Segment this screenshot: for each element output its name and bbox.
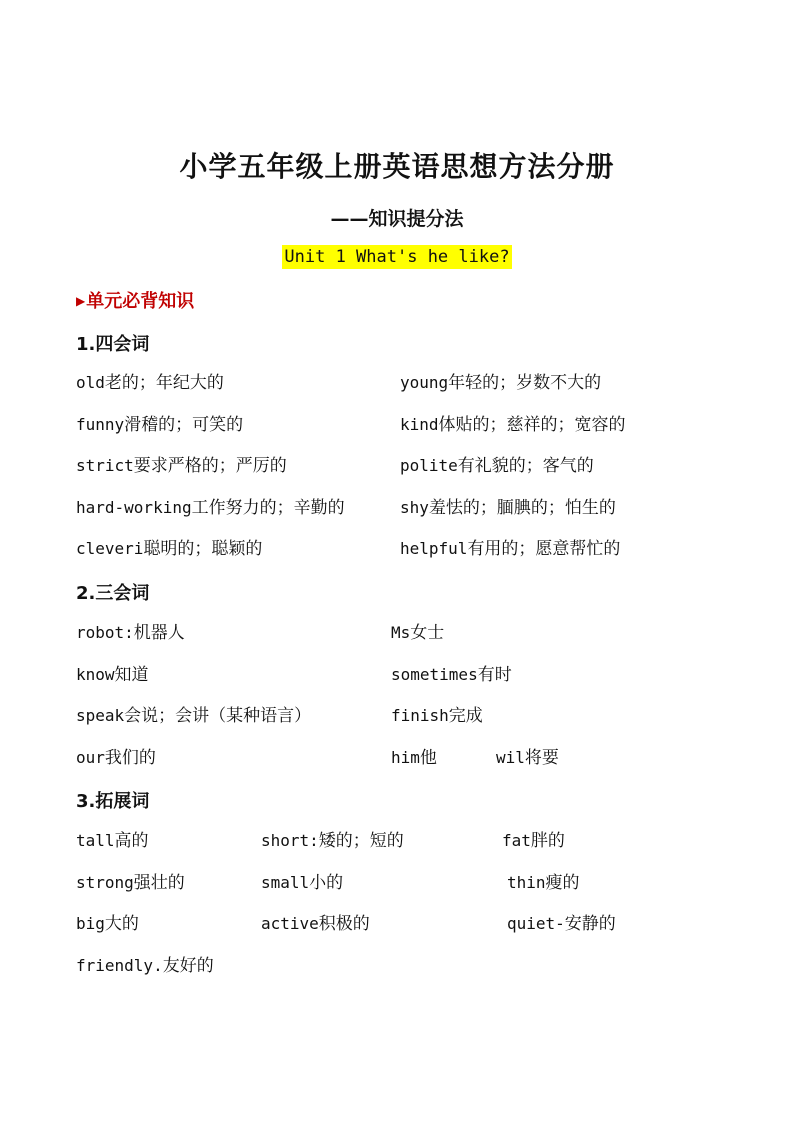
- vocab-english: short:: [261, 831, 319, 850]
- vocab-english: Ms: [391, 623, 411, 642]
- vocab-row: [0, 745, 794, 771]
- vocab-english: know: [76, 664, 115, 684]
- vocab-english: polite: [400, 456, 458, 476]
- vocab-chinese: 胖的: [530, 831, 565, 851]
- vocab-english: quiet-: [507, 914, 565, 934]
- vocab-chinese: 有礼貌的；客气的: [457, 456, 594, 477]
- vocab-item: [400, 495, 616, 521]
- vocab-chinese: 大的: [104, 914, 139, 935]
- vocab-chinese: 知道: [114, 664, 149, 685]
- vocab-row: [0, 828, 794, 854]
- vocab-english: shy: [400, 497, 429, 517]
- vocab-english: robot:: [76, 623, 134, 642]
- vocab-chinese: 机器人: [133, 623, 185, 643]
- vocab-chinese: 积极的: [318, 914, 370, 935]
- vocab-item: [400, 453, 594, 479]
- vocab-item: [507, 911, 616, 937]
- vocab-english: sometimes: [391, 664, 478, 684]
- vocab-chinese: 老的；年纪大的: [104, 373, 224, 393]
- vocab-chinese: 聪明的；聪颖的: [143, 539, 263, 560]
- vocab-item: [76, 911, 139, 937]
- vocab-english: tall: [76, 831, 115, 850]
- vocab-row: [0, 662, 794, 688]
- vocab-item: [391, 620, 444, 646]
- vocab-chinese: 友好的: [162, 955, 214, 976]
- vocab-item: [76, 870, 185, 896]
- vocab-chinese: 女士: [410, 623, 445, 643]
- vocab-row: [0, 953, 794, 979]
- vocab-english: cleveri: [76, 539, 144, 559]
- vocab-row: [0, 703, 794, 729]
- vocab-item: [76, 828, 149, 854]
- unit-heading-wrap: [0, 245, 794, 269]
- vocab-english: funny: [76, 414, 125, 434]
- vocab-item: [400, 370, 601, 396]
- vocab-item: [76, 536, 262, 562]
- vocab-english: hard-working: [76, 497, 192, 517]
- vocab-chinese: 强壮的: [133, 872, 185, 893]
- vocab-item: [76, 495, 345, 521]
- vocab-english: old: [76, 373, 105, 392]
- group-heading: 3.拓展词: [76, 791, 150, 812]
- document-subtitle: ——知识提分法: [330, 208, 464, 230]
- vocab-row: [0, 370, 794, 396]
- vocab-row: [0, 870, 794, 896]
- vocab-chinese: 工作努力的；辛勤的: [191, 497, 345, 518]
- vocab-chinese: 安静的: [564, 914, 616, 935]
- vocab-item: [261, 828, 404, 854]
- vocab-english: small: [261, 872, 310, 892]
- vocab-item: [76, 620, 185, 646]
- vocab-item: [507, 870, 580, 896]
- vocab-item: [400, 412, 626, 438]
- vocab-item: [76, 703, 311, 729]
- vocab-chinese: 我们的: [104, 747, 156, 768]
- vocab-item: [76, 370, 224, 396]
- vocab-item: [400, 536, 620, 562]
- vocab-row: [0, 412, 794, 438]
- document-title: 小学五年级上册英语思想方法分册: [179, 150, 615, 183]
- vocab-row: [0, 453, 794, 479]
- vocab-item: [502, 828, 565, 854]
- vocab-item: [391, 662, 512, 688]
- vocab-chinese: 他: [419, 747, 437, 768]
- vocab-chinese: 要求严格的；严厉的: [133, 456, 287, 477]
- unit-heading: Unit 1 What's he like?: [284, 247, 510, 267]
- vocab-item: [391, 745, 437, 771]
- vocab-row: [0, 536, 794, 562]
- vocab-chinese: 会说；会讲（某种语言）: [124, 706, 312, 727]
- vocab-english: active: [261, 914, 319, 934]
- section-heading: [76, 287, 194, 313]
- vocab-english: thin: [507, 872, 546, 892]
- vocab-english: kind: [400, 414, 439, 434]
- triangle-marker-icon: ▶: [76, 294, 86, 308]
- vocab-chinese: 高的: [114, 831, 149, 851]
- vocab-item: [391, 703, 483, 729]
- vocab-row: [0, 911, 794, 937]
- vocab-english: fat: [502, 831, 531, 850]
- vocab-chinese: 小的: [309, 872, 344, 893]
- vocab-item: [76, 412, 243, 438]
- vocab-row: [0, 495, 794, 521]
- vocab-item: [261, 870, 343, 896]
- vocab-chinese: 有用的；愿意帮忙的: [467, 539, 621, 560]
- vocab-item: [76, 453, 287, 479]
- vocab-item: [76, 953, 214, 979]
- vocab-english: helpful: [400, 539, 468, 559]
- vocab-chinese: 有时: [477, 664, 512, 685]
- vocab-item: [261, 911, 370, 937]
- vocab-row: [0, 620, 794, 646]
- vocab-item: [76, 745, 156, 771]
- vocab-chinese: 羞怯的；腼腆的；怕生的: [428, 497, 616, 518]
- vocab-chinese: 年轻的；岁数不大的: [448, 373, 602, 393]
- group-heading: 2.三会词: [76, 583, 150, 604]
- vocab-item: [496, 745, 559, 771]
- vocab-english: friendly.: [76, 955, 163, 975]
- vocab-english: him: [391, 747, 420, 767]
- vocab-english: finish: [391, 706, 449, 726]
- vocab-chinese: 将要: [524, 747, 559, 768]
- vocab-chinese: 矮的；短的: [318, 831, 404, 851]
- vocab-english: strict: [76, 456, 134, 476]
- vocab-english: strong: [76, 872, 134, 892]
- vocab-item: [76, 662, 149, 688]
- vocab-english: speak: [76, 706, 125, 726]
- section-label: 单元必背知识: [86, 291, 195, 312]
- vocab-english: young: [400, 373, 449, 392]
- vocab-english: our: [76, 747, 105, 767]
- vocab-chinese: 瘦的: [545, 872, 580, 893]
- group-heading: 1.四会词: [76, 334, 150, 355]
- vocab-chinese: 体贴的；慈祥的；宽容的: [438, 414, 626, 435]
- vocab-chinese: 滑稽的；可笑的: [124, 414, 244, 435]
- vocab-english: big: [76, 914, 105, 934]
- vocab-english: wil: [496, 747, 525, 767]
- vocab-chinese: 完成: [448, 706, 483, 727]
